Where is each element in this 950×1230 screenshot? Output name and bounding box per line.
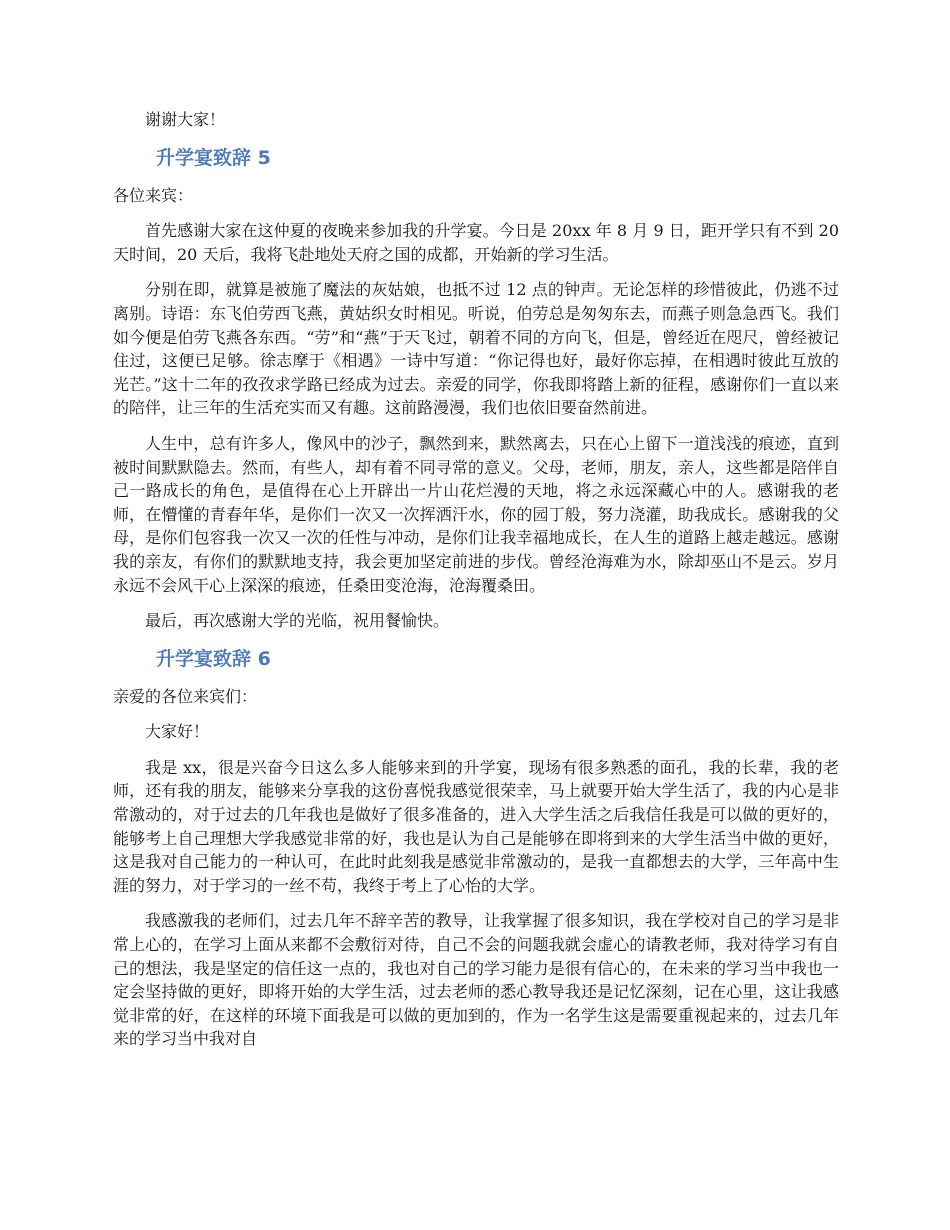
body-paragraph: 我是 xx，很是兴奋今日这么多人能够来到的升学宴，现场有很多熟悉的面孔，我的长辈，我的老师，还有我的朋友，能够来分享我的这份喜悦我感觉很荣幸，马上就要开始大学生活了，我的内心是非常激动的，对于过去的几年我也是做好了很多准备的，进入大学生活之后我信任我是可以做的更好的，能够考上自己理想大学我感觉非常的好，我也是认为自己是能够在即将到来的大学生活当中做的更好，这是我对自己能力的一种认可，在此时此刻我是感觉非常激动的，是我一直都想去的大学，三年高中生涯的努力，对于学习的一丝不苟，我终于考上了心怡的大学。 — [113, 757, 839, 895]
salutation-paragraph: 各位来宾： — [113, 185, 194, 205]
section-title-speech-6: 升学宴致辞 6 — [156, 647, 271, 670]
section-title-speech-5: 升学宴致辞 5 — [156, 146, 271, 169]
greeting-paragraph: 大家好！ — [145, 722, 210, 742]
closing-thanks-paragraph: 谢谢大家！ — [145, 110, 226, 129]
body-paragraph: 分别在即，就算是被施了魔法的灰姑娘，也抵不过 12 点的钟声。无论怎样的珍惜彼此，仍逃不过离别。诗语：东飞伯劳西飞燕，黄姑织女时相见。听说，伯劳总是匆匆东去，而燕子则急急西飞。我们如今便是伯劳飞燕各东西。“劳”和“燕”于天飞过，朝着不同的方向飞，但是，曾经近在咫尺，曾经被记住过，这便已足够。徐志摩于《相遇》一诗中写道：“你记得也好，最好你忘掉，在相遇时彼此互放的光芒。”这十二年的孜孜求学路已经成为过去。亲爱的同学，你我即将踏上新的征程，感谢你们一直以来的陪伴，让三年的生活充实而又有趣。这前路漫漫，我们也依旧要奋然前进。 — [113, 280, 839, 418]
document-body — [113, 108, 839, 1063]
body-paragraph: 人生中，总有许多人，像风中的沙子，飘然到来，默然离去，只在心上留下一道浅浅的痕迹，直到被时间默默隐去。然而，有些人，却有着不同寻常的意义。父母，老师，朋友，亲人，这些都是陪伴自己一路成长的角色，是值得在心上开辟出一片山花烂漫的天地，将之永远深藏心中的人。感谢我的老师，在懵懂的青春年华，是你们一次又一次挥洒汗水，你的园丁般，努力浇灌，助我成长。感谢我的父母，是你们包容我一次又一次的任性与冲动，是你们让我幸福地成长，在人生的道路上越走越远。感谢我的亲友，有你们的默默地支持，我会更加坚定前进的步伐。曾经沧海难为水，除却巫山不是云。岁月永远不会风干心上深深的痕迹，任桑田变沧海，沧海覆桑田。 — [113, 433, 839, 595]
body-paragraph: 首先感谢大家在这仲夏的夜晚来参加我的升学宴。今日是 20xx 年 8 月 9 日，距开学只有不到 20 天时间，20 天后，我将飞赴地处天府之国的成都，开始新的学习生活。 — [113, 221, 839, 264]
salutation-paragraph: 亲爱的各位来宾们： — [113, 686, 258, 706]
body-paragraph: 最后，再次感谢大学的光临，祝用餐愉快。 — [145, 611, 450, 631]
body-paragraph: 我感激我的老师们，过去几年不辞辛苦的教导，让我掌握了很多知识，我在学校对自己的学习是非常上心的，在学习上面从来都不会敷衍对待，自己不会的问题我就会虚心的请教老师，我对待学习有自己的想法，我是坚定的信任这一点的，我也对自己的学习能力是很有信心的，在未来的学习当中我也一定会坚持做的更好，即将开始的大学生活，过去老师的悉心教导我还是记忆深刻，记在心里，这让我感觉非常的好，在这样的环境下面我是可以做的更加到的，作为一名学生这是需要重视起来的，过去几年来的学习当中我对自 — [113, 911, 839, 1049]
